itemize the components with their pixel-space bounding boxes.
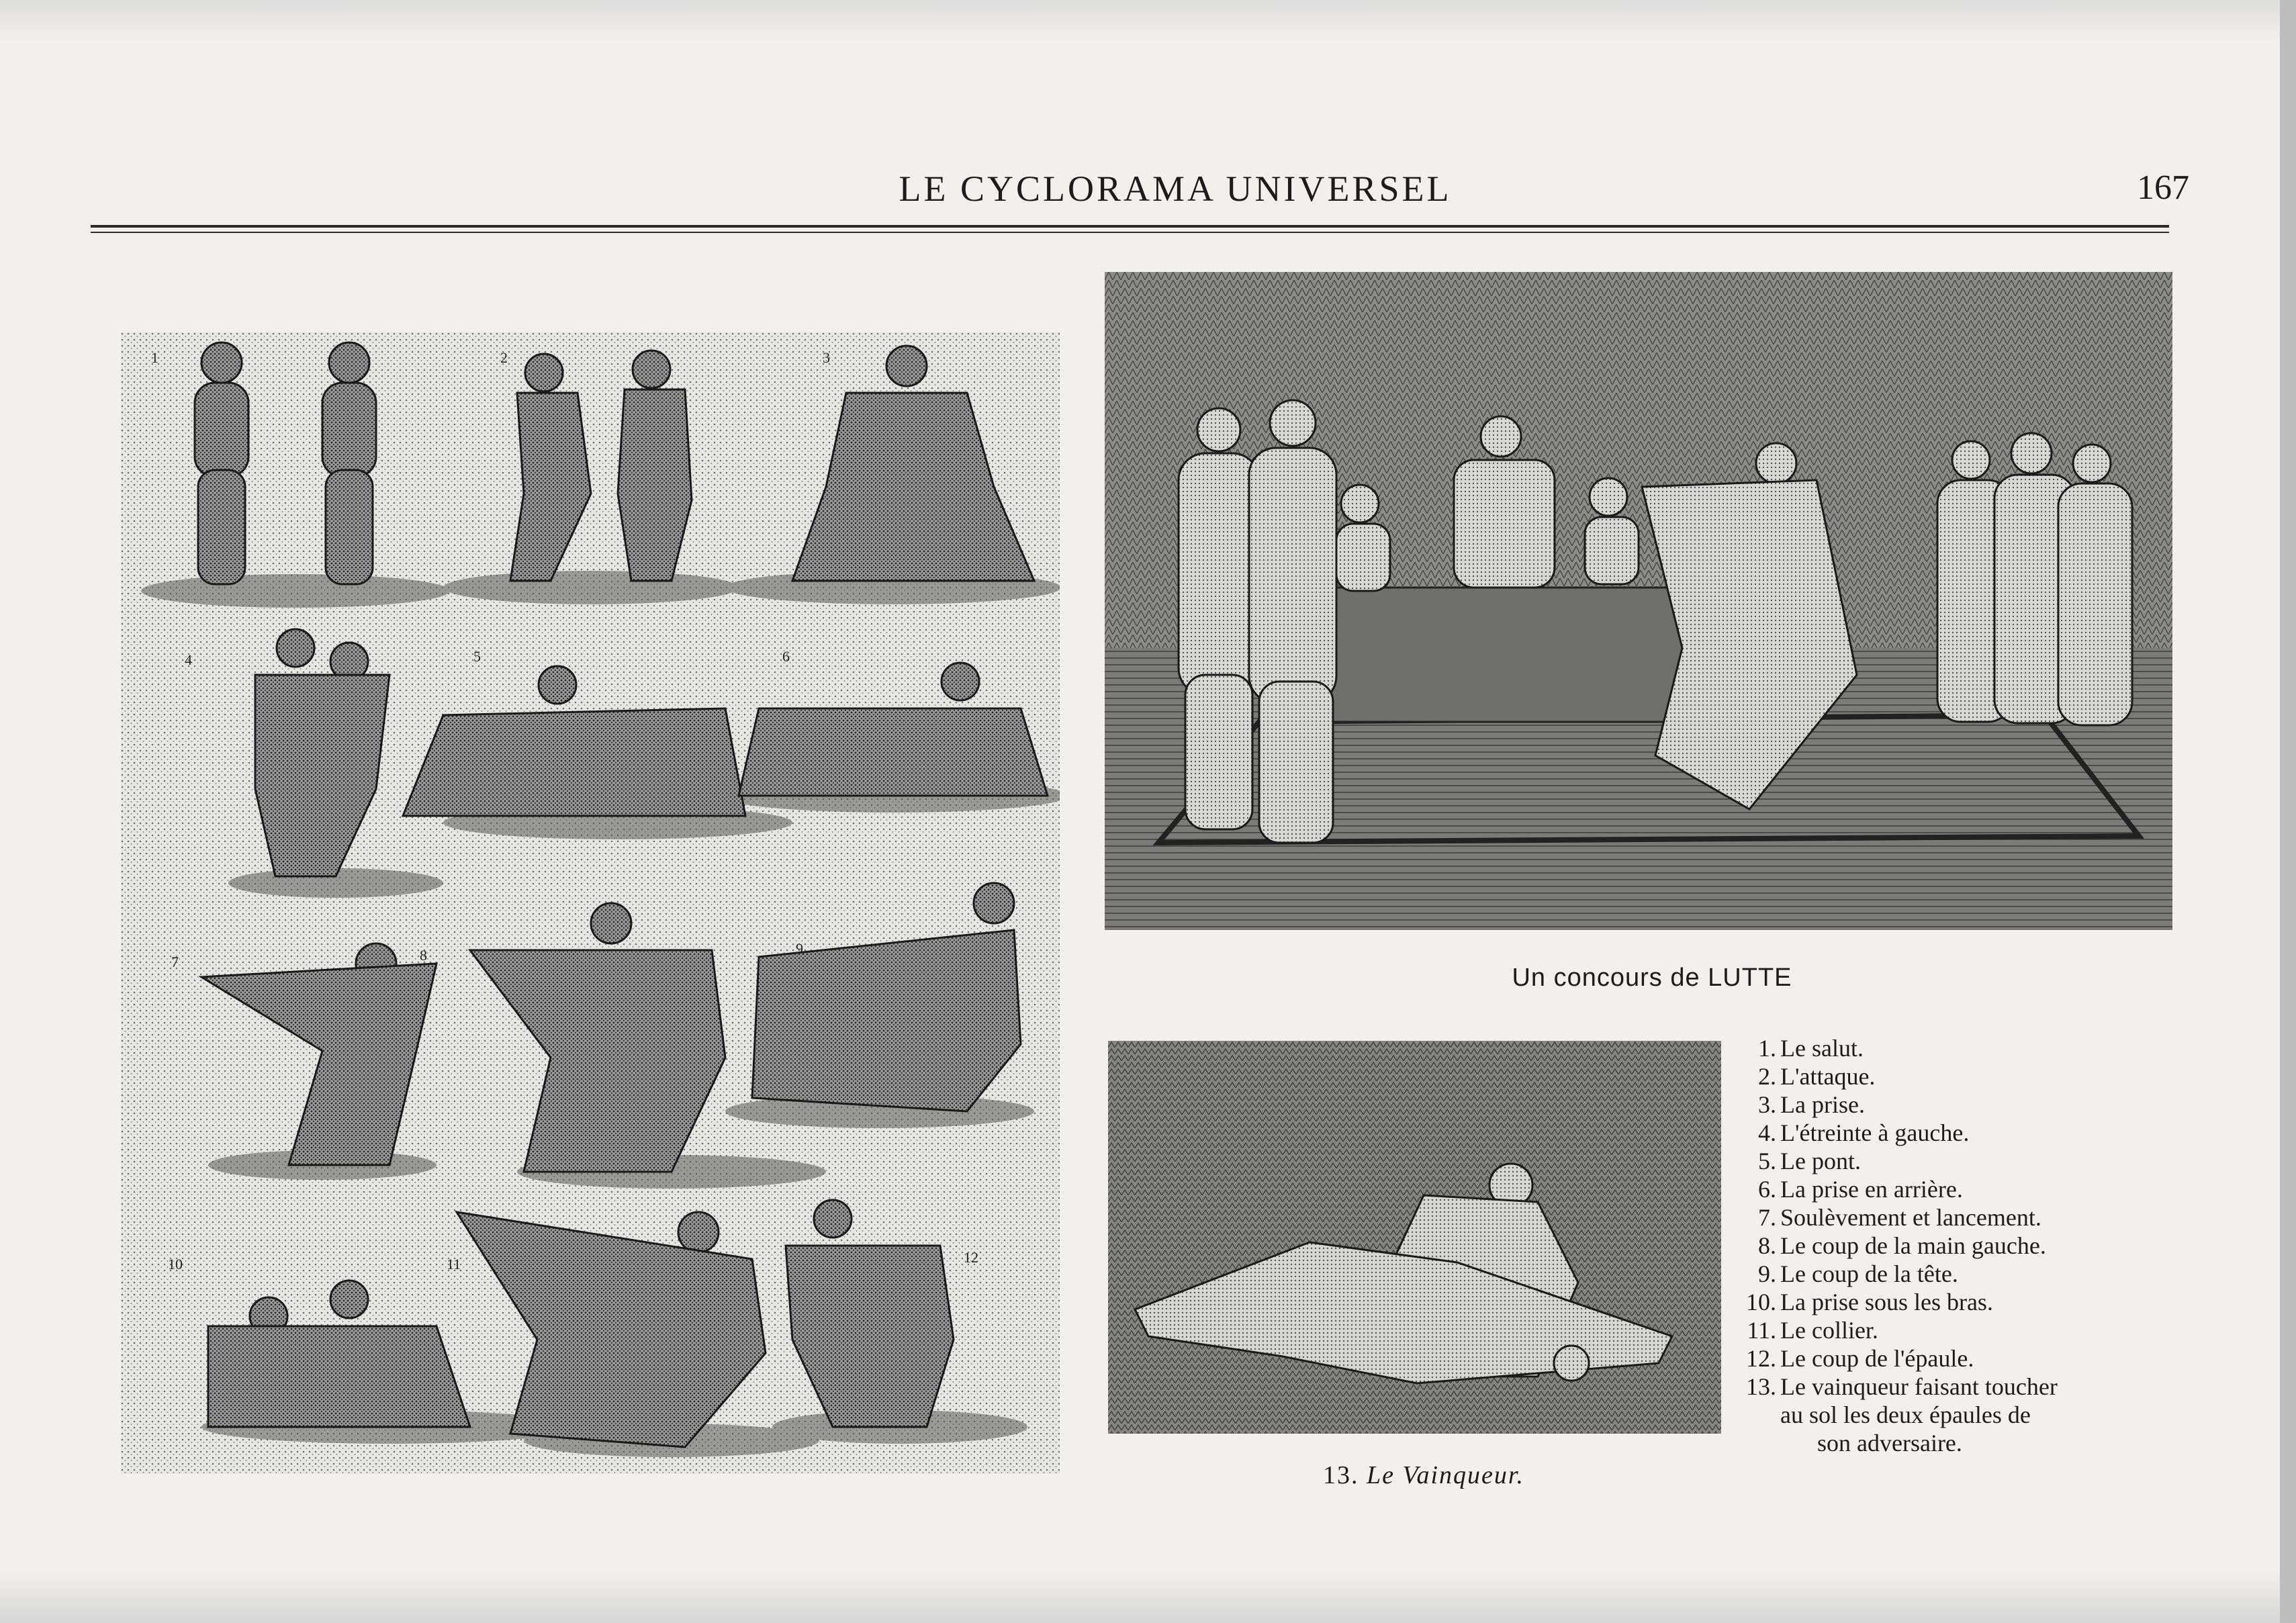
legend-item: 9. Le coup de la tête. (1758, 1260, 1958, 1287)
plate-numeral: 6 (782, 648, 790, 665)
wrestling-contest-illustration (1105, 272, 2172, 930)
winner-caption-text: Le Vainqueur. (1367, 1461, 1524, 1489)
plate-numeral: 8 (420, 947, 427, 964)
wrestling-contest-plate (1105, 272, 2172, 930)
header-rule (91, 225, 2169, 228)
paper-speck (0, 0, 2296, 40)
legend-item: 4. L'étreinte à gauche. (1758, 1119, 1970, 1146)
plate-numeral: 12 (964, 1249, 978, 1266)
plate-numeral: 3 (823, 349, 830, 366)
plate-numeral: 2 (500, 349, 508, 366)
legend-item: 3. La prise. (1758, 1091, 1865, 1118)
paper-speck (2280, 0, 2296, 1623)
paper-speck (0, 1571, 2296, 1623)
page-number: 167 (2137, 169, 2189, 207)
plate-numeral: 9 (796, 940, 803, 957)
wrestling-positions-illustration (121, 332, 1060, 1474)
winner-plate (1108, 1041, 1721, 1434)
legend-item: 11. Le collier. (1747, 1317, 1878, 1344)
legend-item: 7. Soulèvement et lancement. (1758, 1204, 2041, 1231)
legend-item: 8. Le coup de la main gauche. (1758, 1232, 2046, 1259)
header-rule-thin (91, 232, 2169, 233)
winner-caption-number: 13. (1323, 1461, 1359, 1489)
plate-numeral: 5 (473, 648, 481, 665)
legend-item: 2. L'attaque. (1758, 1063, 1876, 1090)
plate-numeral: 10 (168, 1256, 183, 1272)
legend-item: 12. Le coup de l'épaule. (1746, 1345, 1974, 1372)
wrestling-positions-plate (121, 332, 1060, 1474)
plate-numeral: 4 (185, 651, 192, 668)
legend-item: 13. Le vainqueur faisant toucher au sol les deux épaules de son adversaire. (1746, 1373, 2058, 1456)
legend-item: 5. Le pont. (1758, 1148, 1861, 1174)
legend-item: 6. La prise en arrière. (1758, 1176, 1963, 1203)
contest-caption: Un concours de LUTTE (1512, 964, 1792, 992)
legend-item: 10. La prise sous les bras. (1746, 1289, 1993, 1315)
plate-numeral: 7 (171, 954, 179, 970)
plate-numeral: 1 (151, 349, 158, 366)
running-header-title: LE CYCLORAMA UNIVERSEL (899, 169, 1452, 209)
plate-numeral: 11 (447, 1256, 461, 1272)
winner-illustration (1108, 1041, 1721, 1434)
legend-item: 1. Le salut. (1758, 1035, 1864, 1062)
positions-legend (1729, 1034, 2193, 1457)
winner-caption (1215, 1460, 1632, 1490)
